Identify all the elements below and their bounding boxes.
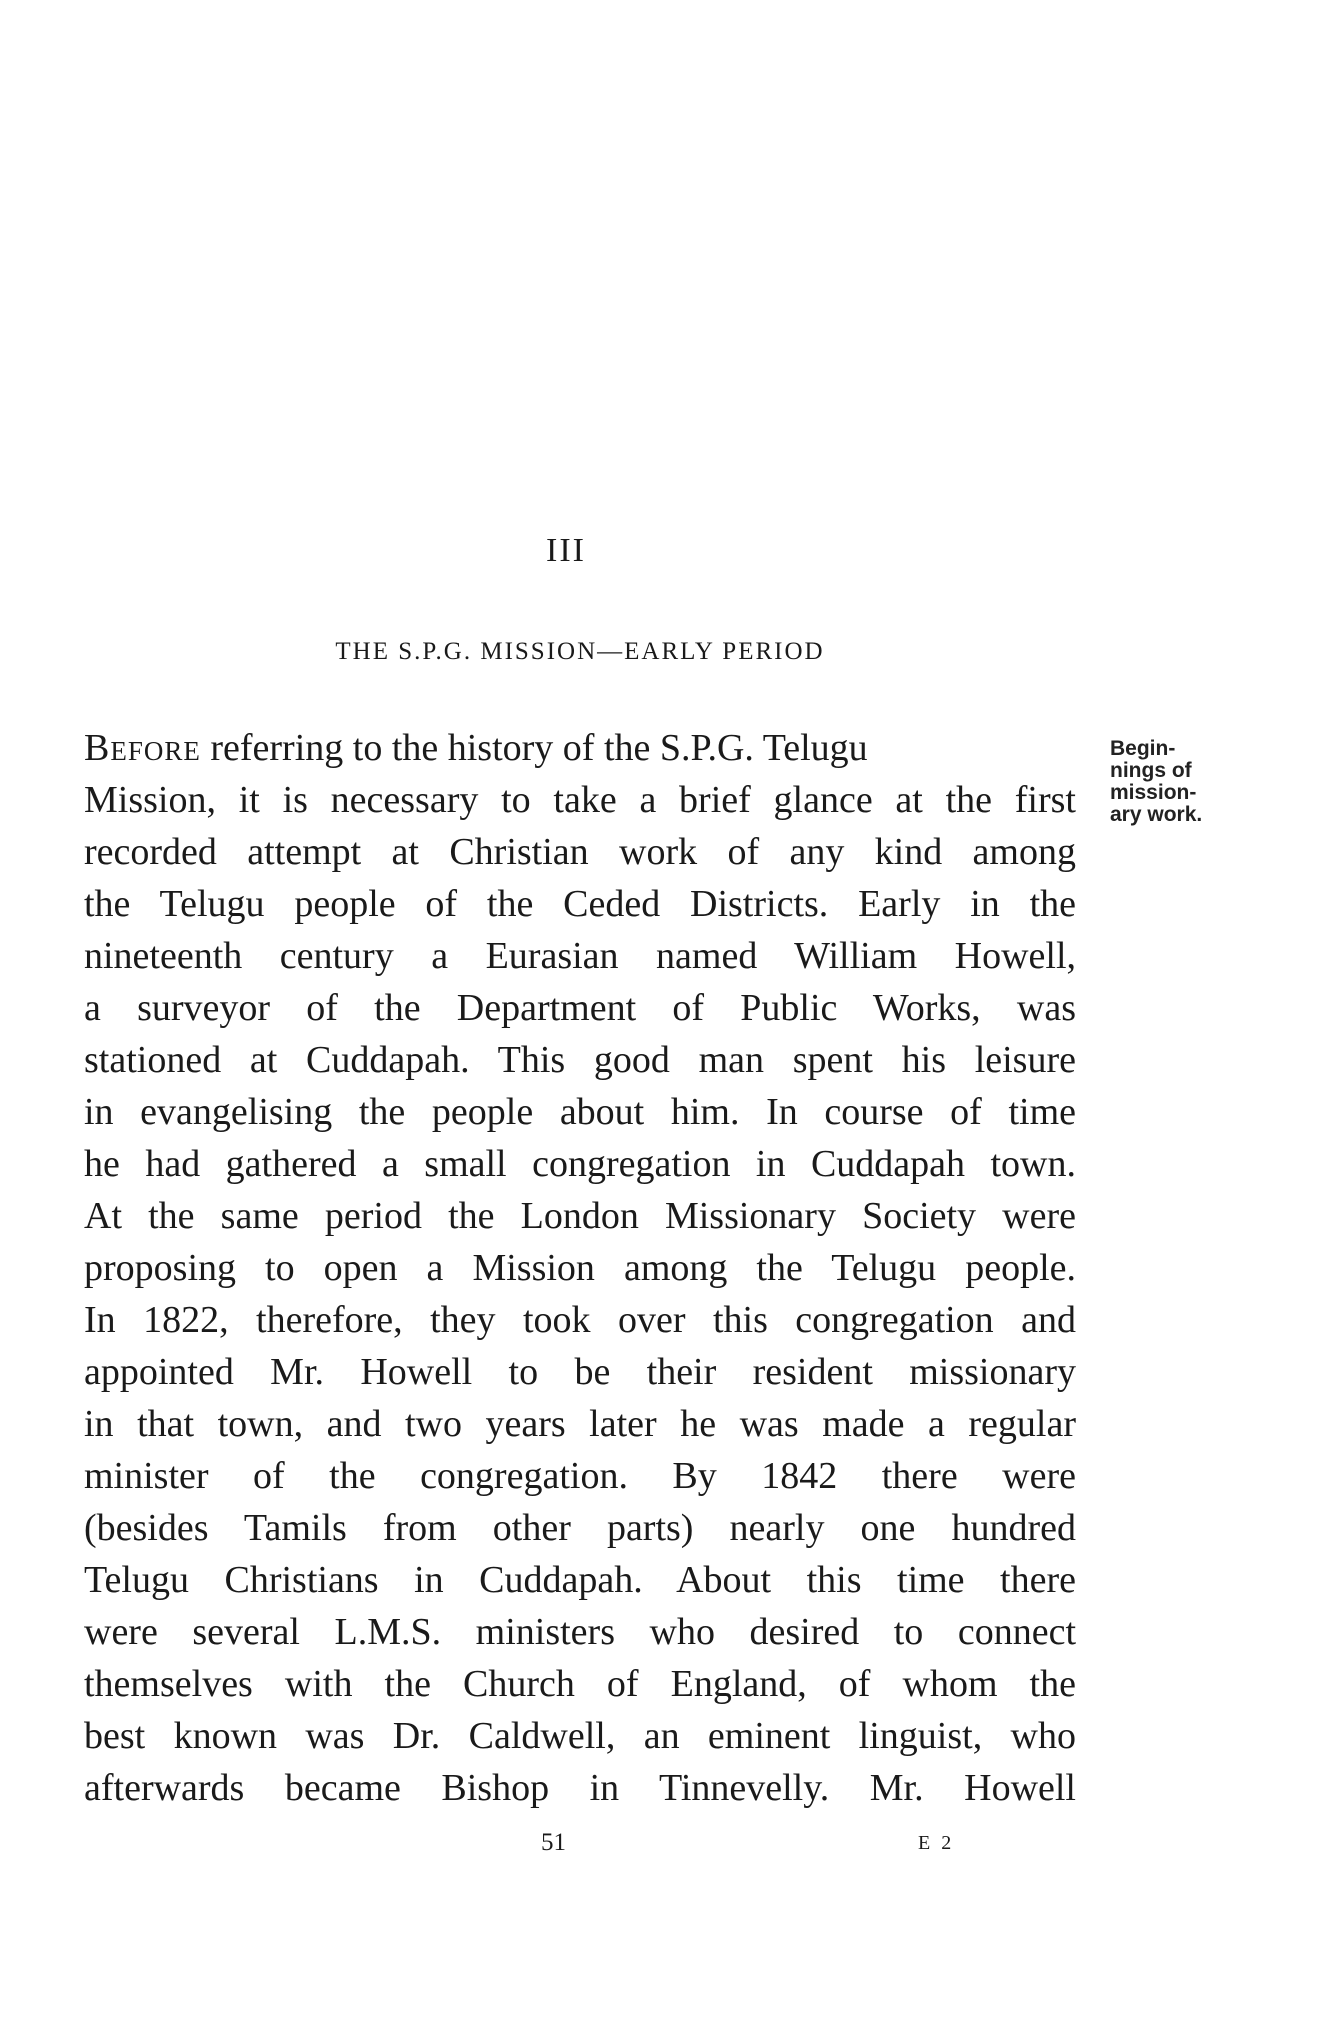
body-line-5: nineteenth century a Eurasian named William Howell, [84, 935, 1076, 977]
margin-note-line: nings of [1110, 759, 1192, 782]
body-line-1 [84, 722, 1076, 774]
margin-note [1110, 738, 1250, 826]
body-line-13: appointed Mr. Howell to be their resident missionary [84, 1351, 1076, 1393]
body-text [84, 722, 1076, 1814]
page-number: 51 [541, 1829, 566, 1856]
margin-note-line: Begin- [1110, 737, 1176, 760]
body-line-15: minister of the congregation. By 1842 there were [84, 1455, 1076, 1497]
margin-note-line: ary work. [1110, 803, 1203, 826]
body-line-11: proposing to open a Mission among the Telugu people. [84, 1247, 1076, 1289]
signature-mark: E 2 [918, 1832, 955, 1854]
body-line-2: Mission, it is necessary to take a brief glance at the first [84, 779, 1076, 821]
body-line-7: stationed at Cuddapah. This good man spent his leisure [84, 1039, 1076, 1081]
body-line-9: he had gathered a small congregation in Cuddapah town. [84, 1143, 1076, 1185]
body-line-14: in that town, and two years later he was made a regular [84, 1403, 1076, 1445]
body-line-16: (besides Tamils from other parts) nearly one hundred [84, 1507, 1076, 1549]
body-line-20: best known was Dr. Caldwell, an eminent linguist, who [84, 1715, 1076, 1757]
body-line-18: were several L.M.S. ministers who desired to connect [84, 1611, 1076, 1653]
body-line-4: the Telugu people of the Ceded Districts. Early in the [84, 883, 1076, 925]
body-line-19: themselves with the Church of England, of whom the [84, 1663, 1076, 1705]
first-line-text: referring to the history of the S.P.G. Telugu [200, 727, 868, 769]
body-line-21: afterwards became Bishop in Tinnevelly. Mr. Howell [84, 1767, 1076, 1809]
chapter-title: THE S.P.G. MISSION—EARLY PERIOD [335, 638, 825, 665]
margin-note-line: mission- [1110, 781, 1197, 804]
lead-word: Before [84, 727, 201, 769]
body-line-12: In 1822, therefore, they took over this congregation and [84, 1299, 1076, 1341]
body-line-17: Telugu Christians in Cuddapah. About this time there [84, 1559, 1076, 1601]
body-line-8: in evangelising the people about him. In course of time [84, 1091, 1076, 1133]
body-line-3: recorded attempt at Christian work of any kind among [84, 831, 1076, 873]
body-line-10: At the same period the London Missionary Society were [84, 1195, 1076, 1237]
chapter-number: III [546, 532, 586, 569]
body-line-6: a surveyor of the Department of Public Works, was [84, 987, 1076, 1029]
